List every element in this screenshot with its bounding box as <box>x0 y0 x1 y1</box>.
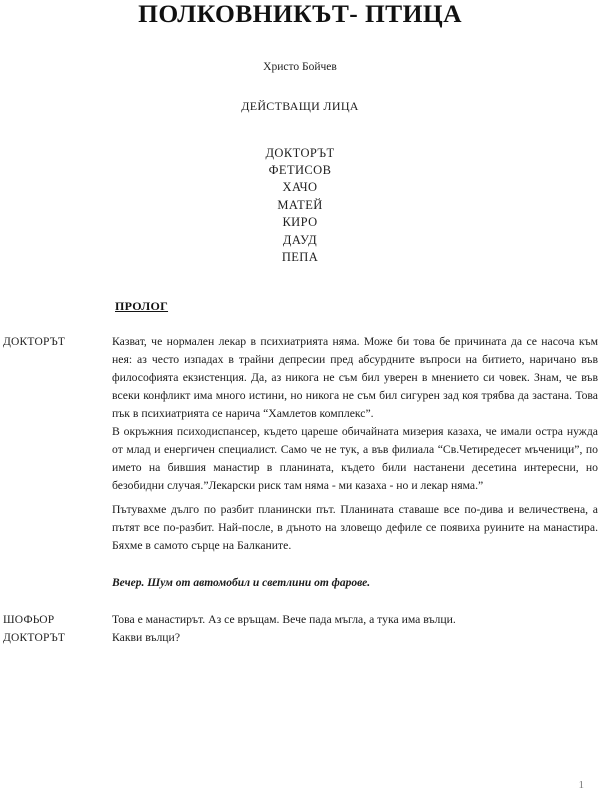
spacer <box>0 555 600 574</box>
dialogue-line: Това е манастирът. Аз се връщам. Вече пада мъгла, а тука има вълци. <box>112 613 456 627</box>
speech-text <box>112 611 600 629</box>
speaker-label: ДОКТОРЪТ <box>3 336 66 349</box>
cast-list-item: ДОКТОРЪТ <box>265 145 335 160</box>
speech-block <box>0 629 600 647</box>
speech-block <box>0 611 600 629</box>
page-number: 1 <box>578 779 584 791</box>
speech-text <box>112 629 600 647</box>
spacer <box>0 592 600 611</box>
speech-block <box>0 333 600 555</box>
cast-list-item: ПЕПА <box>281 249 319 264</box>
speaker-label: ШОФЬОР <box>3 614 55 627</box>
stage-direction-text <box>112 574 600 592</box>
cast-list-item: ФЕТИСОВ <box>268 162 332 177</box>
page-title: ПОЛКОВНИКЪТ- ПТИЦА <box>138 0 462 28</box>
paragraph: Пътувахме дълго по разбит планински път. Планината ставаше все по-дива и величествена, а пътят все по-разбит. Най-после, в дъното на зловещо дефиле се появиха руините на манастира. Бяхме в самото сърце на Балканите. <box>112 503 598 553</box>
cast-list-item: ХАЧО <box>282 180 318 195</box>
paragraph: В окръжния психодиспансер, където цареше обичайната мизерия казаха, че имали остра нужда от млад и енергичен специалист. Само че не тук, а във филиала “Св.Четиредесет мъченици”, по името на бившия манастир в планината, където били настанени десетина интересни, но безобидни случая.”Лекарски риск там няма - ми казаха - но и лекар няма.” <box>112 425 598 493</box>
script-body <box>0 314 600 647</box>
dialogue-line: Какви вълци? <box>112 631 181 645</box>
cast-heading: ДЕЙСТВАЩИ ЛИЦА <box>241 98 359 113</box>
stage-direction-block <box>0 574 600 592</box>
stage-direction: Вечер. Шум от автомобил и светлини от фарове. <box>112 577 371 590</box>
cast-list-item: МАТЕЙ <box>277 197 323 212</box>
paragraph: Казват, че нормален лекар в психиатрията няма. Може би това бе причината да се насоча към нея: аз често изпадах в трайни депресии пред абсурдните въпроси на битието, наричано във философията екзистенция. Да, аз никога не съм бил уверен в мнението си човек. Знам, че във всеки конфликт има много истини, но никога не съм бил сигурен зад коя трябва да застана. Това пък в психиатрията се нарича “Хамлетов комплекс”. <box>112 335 598 421</box>
author-name: Христо Бойчев <box>263 60 337 73</box>
cast-list-item: ДАУД <box>282 232 318 247</box>
cast-list-item: КИРО <box>282 215 318 230</box>
speaker-label: ДОКТОРЪТ <box>3 632 66 645</box>
speech-text <box>112 333 600 555</box>
section-heading-prologue: ПРОЛОГ <box>115 299 169 314</box>
cast-list <box>0 114 600 267</box>
